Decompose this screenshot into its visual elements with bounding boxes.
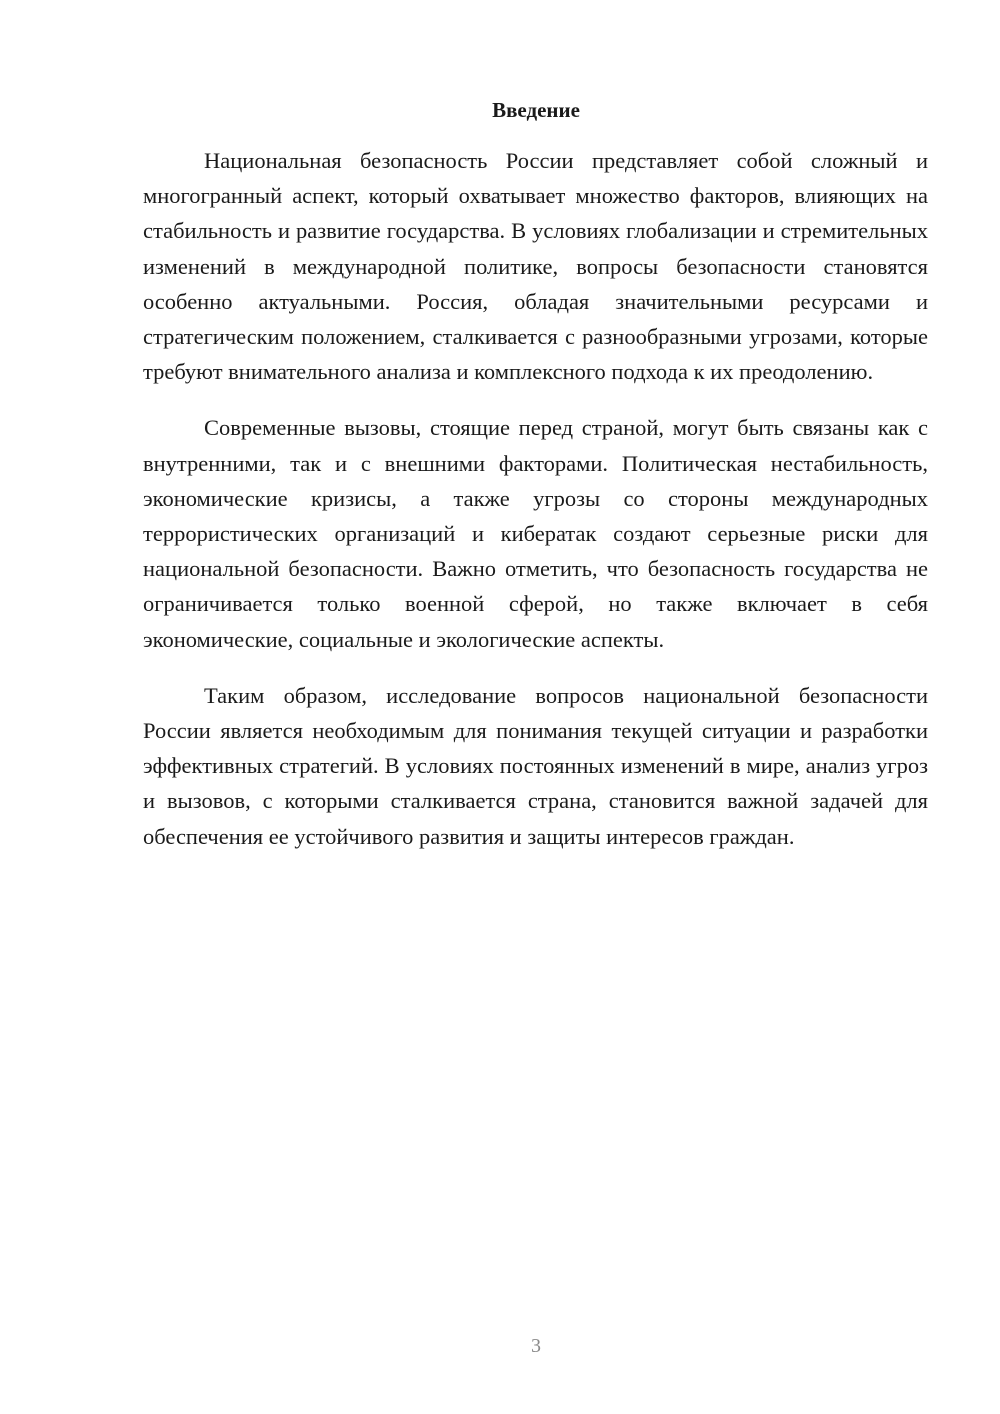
section-heading: Введение: [492, 98, 580, 122]
paragraph-1: Национальная безопасность России представляет собой сложный и многогранный аспект, который охватывает множество факторов, влияющих на стабильность и развитие государства. В условиях глобализации и стремительных изменений в международной политике, вопросы безопасности становятся особенно актуальными. Россия, обладая значительными ресурсами и стратегическим положением, сталкивается с разнообразными угрозами, которые требуют внимательного анализа и комплексного подхода к их преодолению.: [143, 148, 928, 385]
paragraph-2: Современные вызовы, стоящие перед страной, могут быть связаны как с внутренними, так и с внешними факторами. Политическая нестабильность, экономические кризисы, а также угрозы со стороны международных террористических организаций и кибератак создают серьезные риски для национальной безопасности. Важно отметить, что безопасность государства не ограничивается только военной сферой, но также включает в себя экономические, социальные и экологические аспекты.: [143, 415, 928, 652]
paragraph-3: Таким образом, исследование вопросов национальной безопасности России является необходимым для понимания текущей ситуации и разработки эффективных стратегий. В условиях постоянных изменений в мире, анализ угроз и вызовов, с которыми сталкивается страна, становится важной задачей для обеспечения ее устойчивого развития и защиты интересов граждан.: [143, 682, 928, 849]
body-text: [143, 143, 928, 875]
page-number: 3: [531, 1335, 541, 1357]
